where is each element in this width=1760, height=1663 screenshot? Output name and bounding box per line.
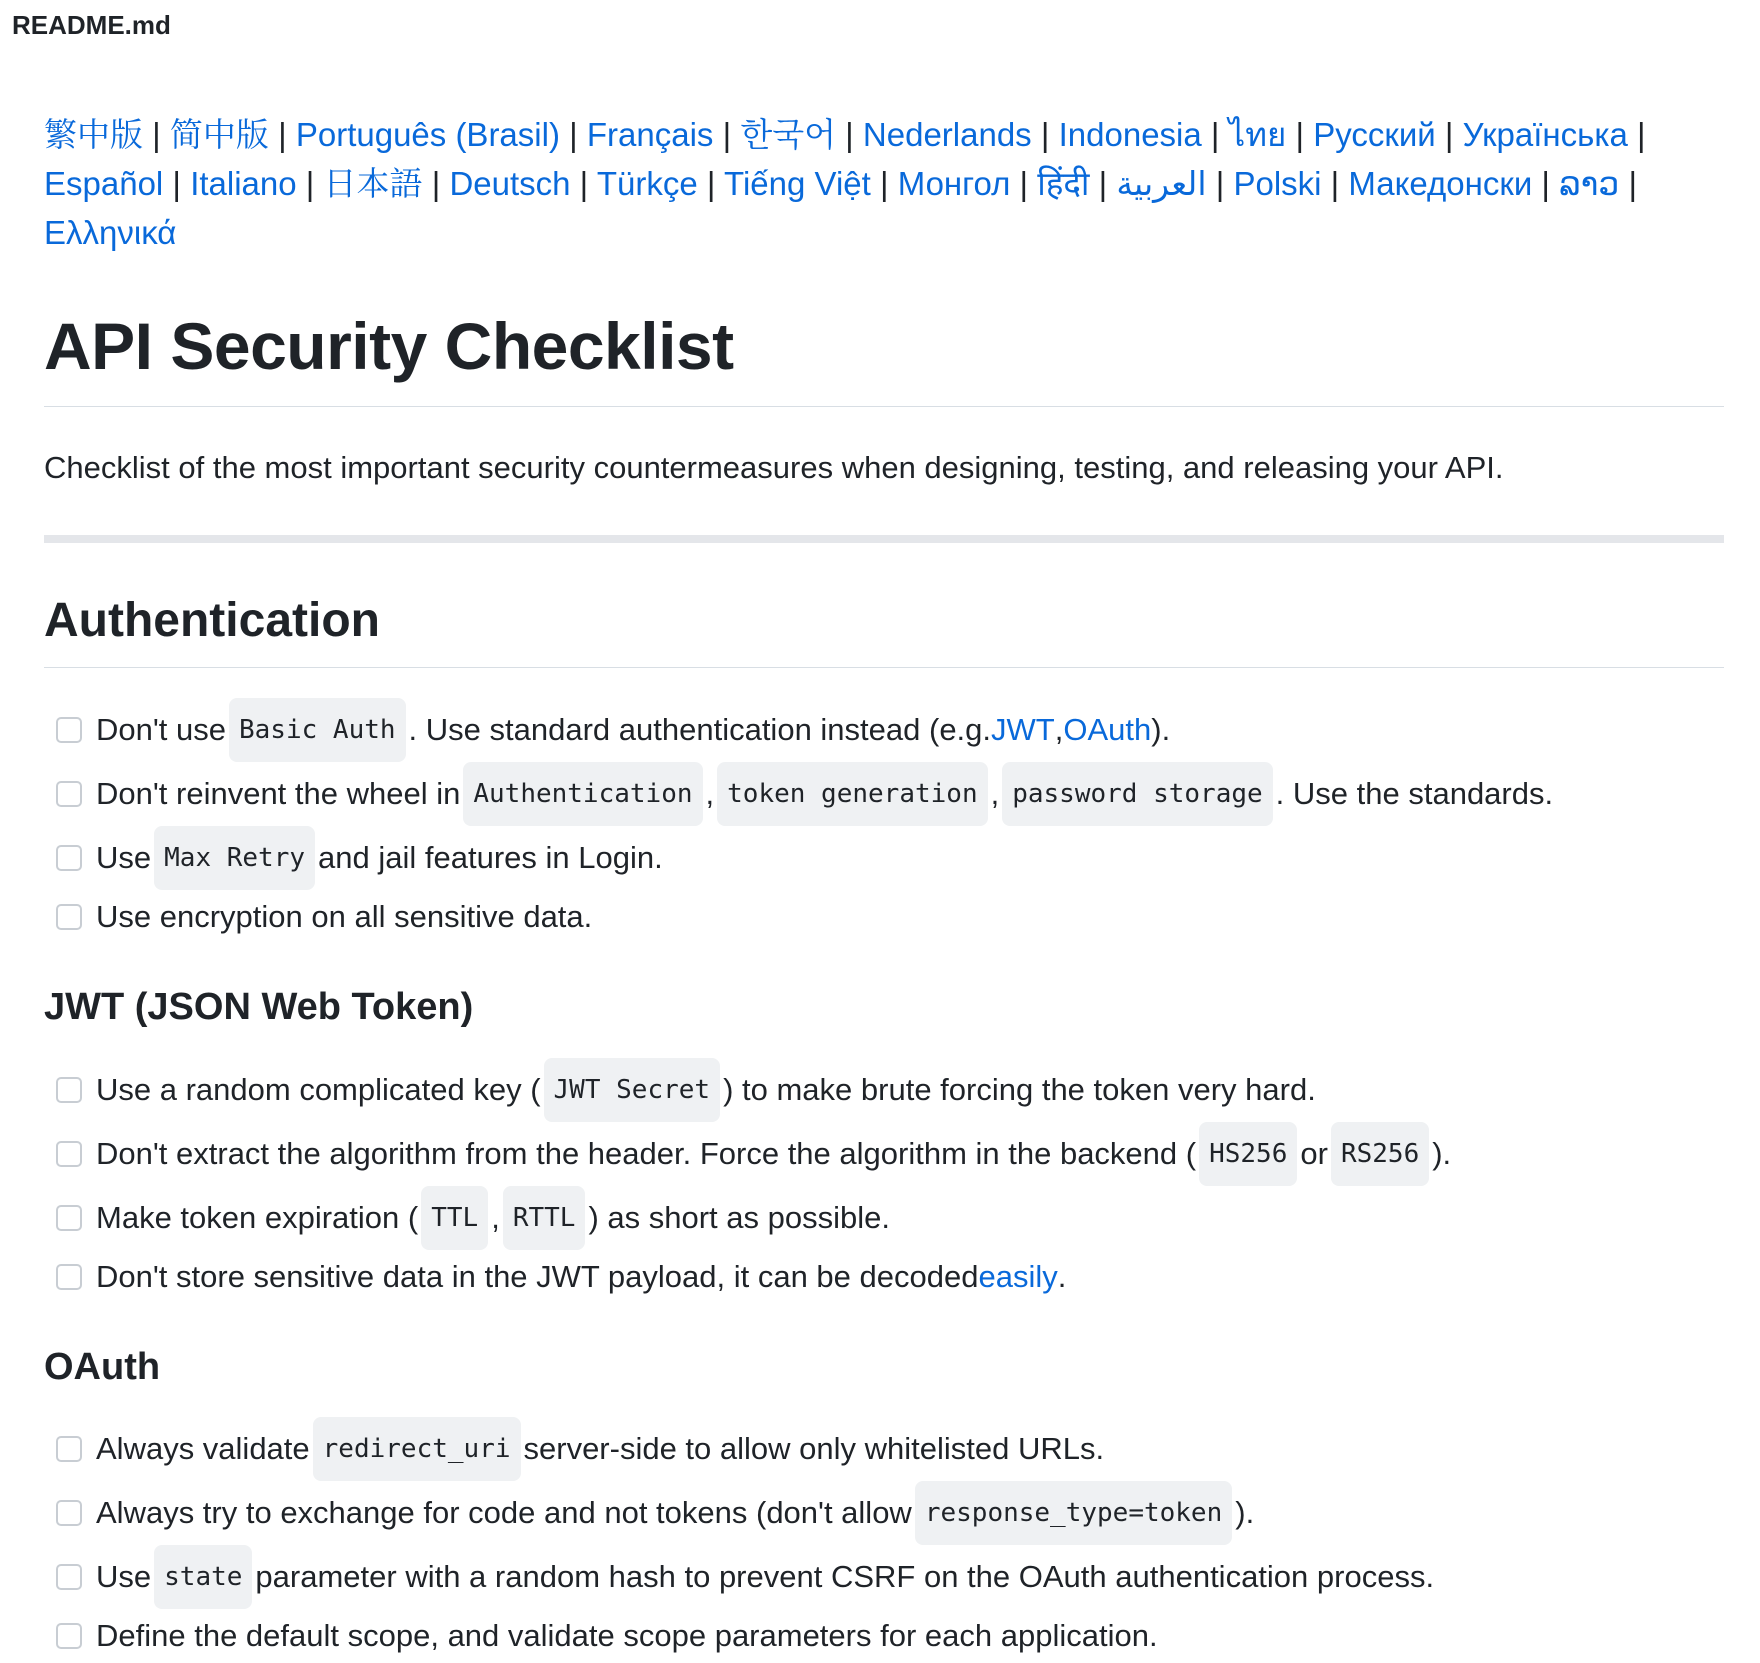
language-separator: |: [1321, 165, 1349, 202]
inline-code: token generation: [717, 762, 987, 826]
horizontal-rule: [44, 535, 1724, 543]
inline-code: Basic Auth: [229, 698, 406, 762]
language-link[interactable]: ไทย: [1228, 116, 1287, 153]
jwt-checklist: [44, 1058, 1724, 1304]
inline-code: response_type=token: [915, 1481, 1232, 1545]
task-checkbox[interactable]: [56, 1264, 82, 1290]
inline-code: HS256: [1199, 1122, 1297, 1186]
language-link[interactable]: Nederlands: [862, 116, 1032, 153]
task-checkbox[interactable]: [56, 1436, 82, 1462]
language-separator: |: [870, 165, 898, 202]
task-checkbox[interactable]: [56, 1500, 82, 1526]
language-separator: |: [268, 116, 296, 153]
link-easily[interactable]: easily: [978, 1258, 1058, 1294]
task-checkbox[interactable]: [56, 1623, 82, 1649]
language-link[interactable]: Português (Brasil): [295, 116, 560, 153]
language-link[interactable]: Українська: [1462, 116, 1628, 153]
authentication-checklist: [44, 698, 1724, 944]
task-checkbox[interactable]: [56, 845, 82, 871]
language-link[interactable]: ລາວ: [1559, 165, 1620, 202]
language-link[interactable]: Монгол: [897, 165, 1011, 202]
inline-code: state: [154, 1545, 252, 1609]
language-link[interactable]: 日本語: [323, 165, 423, 202]
language-link[interactable]: Русский: [1313, 116, 1436, 153]
task-item: Use state parameter with a random hash to prevent CSRF on the OAuth authentication process.: [44, 1545, 1724, 1609]
language-separator: |: [1031, 116, 1059, 153]
language-link[interactable]: Македонски: [1348, 165, 1533, 202]
task-item: Use encryption on all sensitive data.: [44, 890, 1724, 944]
task-item: Don't store sensitive data in the JWT payload, it can be decoded easily .: [44, 1250, 1724, 1304]
language-link[interactable]: 繁中版: [44, 116, 143, 153]
language-separator: |: [1010, 165, 1038, 202]
language-link[interactable]: 한국어: [740, 116, 836, 153]
language-link[interactable]: 简中版: [169, 116, 269, 153]
inline-code: JWT Secret: [544, 1058, 721, 1122]
readme-content: [44, 110, 1724, 1663]
language-separator: |: [697, 165, 725, 202]
language-link[interactable]: Italiano: [190, 165, 297, 202]
language-separator: |: [1286, 116, 1314, 153]
language-separator: |: [1627, 116, 1646, 153]
language-link[interactable]: Deutsch: [449, 165, 571, 202]
page-title: API Security Checklist: [44, 305, 1724, 407]
task-checkbox[interactable]: [56, 904, 82, 930]
language-separator: |: [1532, 165, 1560, 202]
task-item: Make token expiration ( TTL , RTTL ) as short as possible.: [44, 1186, 1724, 1250]
task-checkbox[interactable]: [56, 1205, 82, 1231]
link-jwt[interactable]: JWT: [991, 712, 1055, 747]
inline-code: Max Retry: [154, 826, 315, 890]
task-item: Use a random complicated key ( JWT Secret ) to make brute forcing the token very hard.: [44, 1058, 1724, 1122]
section-heading-jwt: JWT (JSON Web Token): [44, 986, 474, 1028]
inline-code: RS256: [1331, 1122, 1429, 1186]
inline-code: Authentication: [463, 762, 702, 826]
language-link[interactable]: Indonesia: [1058, 116, 1202, 153]
language-link[interactable]: العربية: [1116, 165, 1207, 202]
task-checkbox[interactable]: [56, 717, 82, 743]
task-item: Use Max Retry and jail features in Login.: [44, 826, 1724, 890]
task-checkbox[interactable]: [56, 1141, 82, 1167]
language-separator: |: [570, 165, 597, 202]
section-heading-authentication: Authentication: [44, 591, 1724, 668]
language-link[interactable]: Français: [586, 116, 714, 153]
inline-code: redirect_uri: [313, 1417, 521, 1481]
task-item: Don't extract the algorithm from the header. Force the algorithm in the backend ( HS256 or RS256 ).: [44, 1122, 1724, 1186]
intro-text: Checklist of the most important security countermeasures when designing, testing, and releasing your API.: [44, 449, 1504, 485]
language-link[interactable]: Ελληνικά: [44, 214, 177, 251]
language-separator: |: [422, 165, 450, 202]
task-item: Don't use Basic Auth . Use standard authentication instead (e.g. JWT , OAuth ).: [44, 698, 1724, 762]
language-separator: |: [713, 116, 741, 153]
inline-code: RTTL: [503, 1186, 586, 1250]
inline-code: TTL: [421, 1186, 488, 1250]
task-item: Define the default scope, and validate scope parameters for each application.: [44, 1609, 1724, 1663]
task-checkbox[interactable]: [56, 781, 82, 807]
language-links: [44, 110, 1714, 257]
task-item: Don't reinvent the wheel in Authentication , token generation , password storage . Use the standards.: [44, 762, 1724, 826]
language-separator: |: [1201, 116, 1229, 153]
task-checkbox[interactable]: [56, 1564, 82, 1590]
task-checkbox[interactable]: [56, 1077, 82, 1103]
task-item: Always validate redirect_uri server-side to allow only whitelisted URLs.: [44, 1417, 1724, 1481]
language-separator: |: [143, 116, 170, 153]
file-header: README.md: [12, 10, 171, 40]
language-separator: |: [1206, 165, 1234, 202]
language-separator: |: [163, 165, 191, 202]
language-separator: |: [1435, 116, 1463, 153]
language-link[interactable]: हिंदी: [1037, 165, 1090, 202]
language-separator: |: [1619, 165, 1638, 202]
language-link[interactable]: Polski: [1233, 165, 1322, 202]
language-separator: |: [296, 165, 324, 202]
link-oauth[interactable]: OAuth: [1063, 712, 1152, 747]
oauth-checklist: [44, 1417, 1724, 1663]
inline-code: password storage: [1002, 762, 1272, 826]
language-link[interactable]: Tiếng Việt: [724, 165, 871, 202]
language-link[interactable]: Türkçe: [596, 165, 698, 202]
task-item: Always try to exchange for code and not tokens (don't allow response_type=token ).: [44, 1481, 1724, 1545]
language-link[interactable]: Español: [44, 165, 164, 202]
language-separator: |: [835, 116, 863, 153]
language-separator: |: [1089, 165, 1117, 202]
section-heading-oauth: OAuth: [44, 1345, 161, 1388]
language-separator: |: [559, 116, 587, 153]
